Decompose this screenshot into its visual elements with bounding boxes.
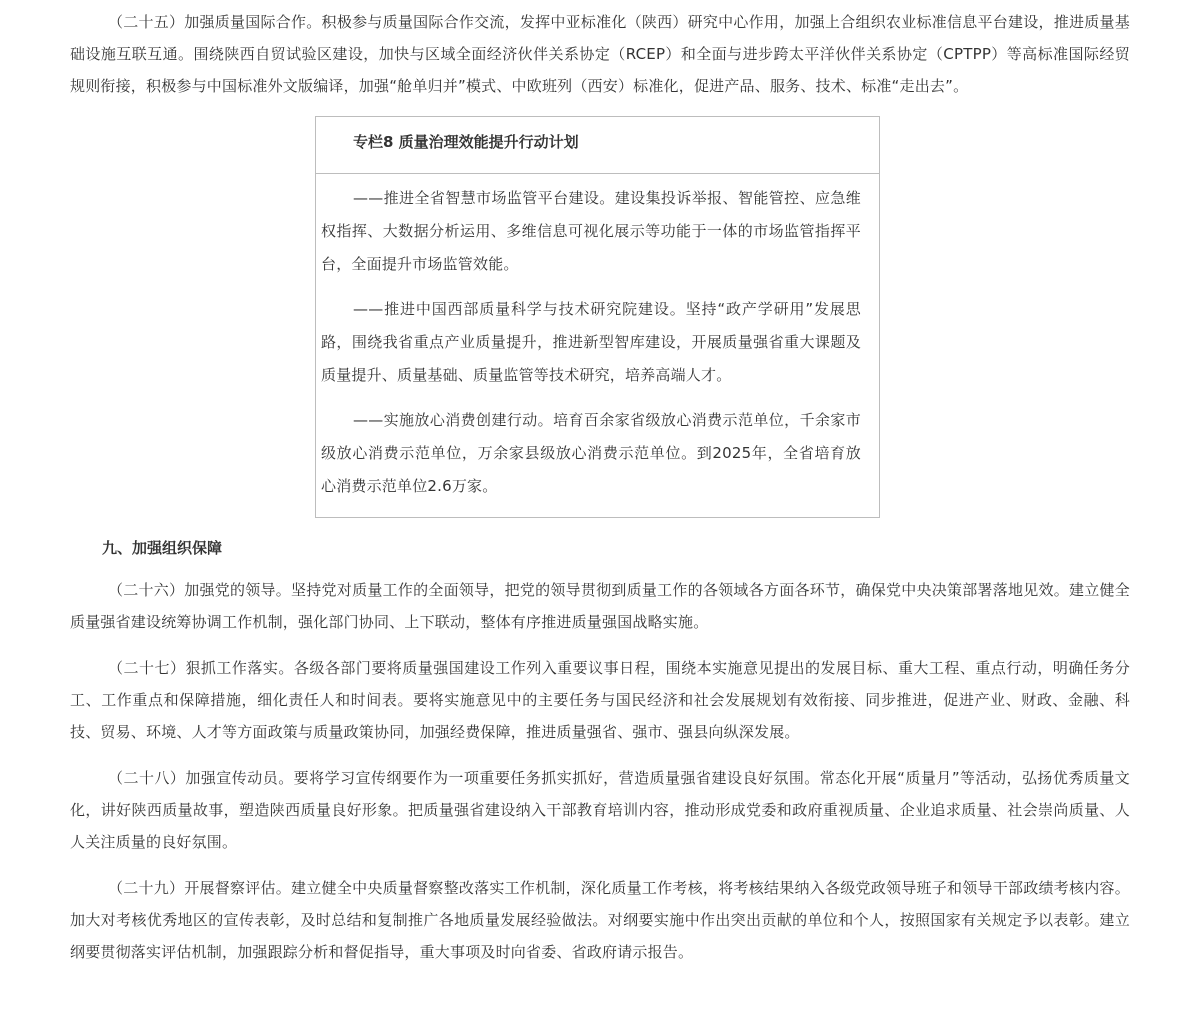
- section-heading: 九、加强组织保障: [102, 539, 223, 557]
- paragraph-25: （二十五）加强质量国际合作。积极参与质量国际合作交流，发挥中亚标准化（陕西）研究中心作用，加强上合组织农业标准信息平台建设，推进质量基础设施互联互通。围绕陕西自贸试验区建设，加快与区域全面经济伙伴关系协定（RCEP）和全面与进步跨太平洋伙伴关系协定（CPTPP）等高标准国际经贸规则衔接，积极参与中国标准外文版编译，加强“舱单归并”模式、中欧班列（西安）标准化，促进产品、服务、技术、标准“走出去”。: [70, 13, 1130, 95]
- column-box-body: [316, 174, 879, 517]
- column-box-item: ——推进全省智慧市场监管平台建设。建设集投诉举报、智能管控、应急维权指挥、大数据分析运用、多维信息可视化展示等功能于一体的市场监管指挥平台，全面提升市场监管效能。: [321, 189, 861, 273]
- paragraph-29: （二十九）开展督察评估。建立健全中央质量督察整改落实工作机制，深化质量工作考核，将考核结果纳入各级党政领导班子和领导干部政绩考核内容。加大对考核优秀地区的宣传表彰，及时总结和复制推广各地质量发展经验做法。对纲要实施中作出突出贡献的单位和个人，按照国家有关规定予以表彰。建立纲要贯彻落实评估机制，加强跟踪分析和督促指导，重大事项及时向省委、省政府请示报告。: [70, 879, 1130, 961]
- paragraph-28: （二十八）加强宣传动员。要将学习宣传纲要作为一项重要任务抓实抓好，营造质量强省建设良好氛围。常态化开展“质量月”等活动，弘扬优秀质量文化，讲好陕西质量故事，塑造陕西质量良好形象。把质量强省建设纳入干部教育培训内容，推动形成党委和政府重视质量、企业追求质量、社会崇尚质量、人人关注质量的良好氛围。: [70, 769, 1130, 851]
- paragraph-27: （二十七）狠抓工作落实。各级各部门要将质量强国建设工作列入重要议事日程，围绕本实施意见提出的发展目标、重大工程、重点行动，明确任务分工、工作重点和保障措施，细化责任人和时间表。要将实施意见中的主要任务与国民经济和社会发展规划有效衔接、同步推进，促进产业、财政、金融、科技、贸易、环境、人才等方面政策与质量政策协同，加强经费保障，推进质量强省、强市、强县向纵深发展。: [70, 659, 1130, 741]
- paragraph-26: （二十六）加强党的领导。坚持党对质量工作的全面领导，把党的领导贯彻到质量工作的各领域各方面各环节，确保党中央决策部署落地见效。建立健全质量强省建设统筹协调工作机制，强化部门协同、上下联动，整体有序推进质量强国战略实施。: [70, 581, 1130, 631]
- column-box-title: 专栏8 质量治理效能提升行动计划: [316, 117, 879, 174]
- column-box-8: [315, 116, 880, 518]
- column-box-item: ——实施放心消费创建行动。培育百余家省级放心消费示范单位，千余家市级放心消费示范单位，万余家县级放心消费示范单位。到2025年，全省培育放心消费示范单位2.6万家。: [321, 411, 861, 495]
- column-box-item: ——推进中国西部质量科学与技术研究院建设。坚持“政产学研用”发展思路，围绕我省重点产业质量提升，推进新型智库建设，开展质量强省重大课题及质量提升、质量基础、质量监管等技术研究，培养高端人才。: [321, 300, 861, 384]
- document-page: [70, 6, 1130, 982]
